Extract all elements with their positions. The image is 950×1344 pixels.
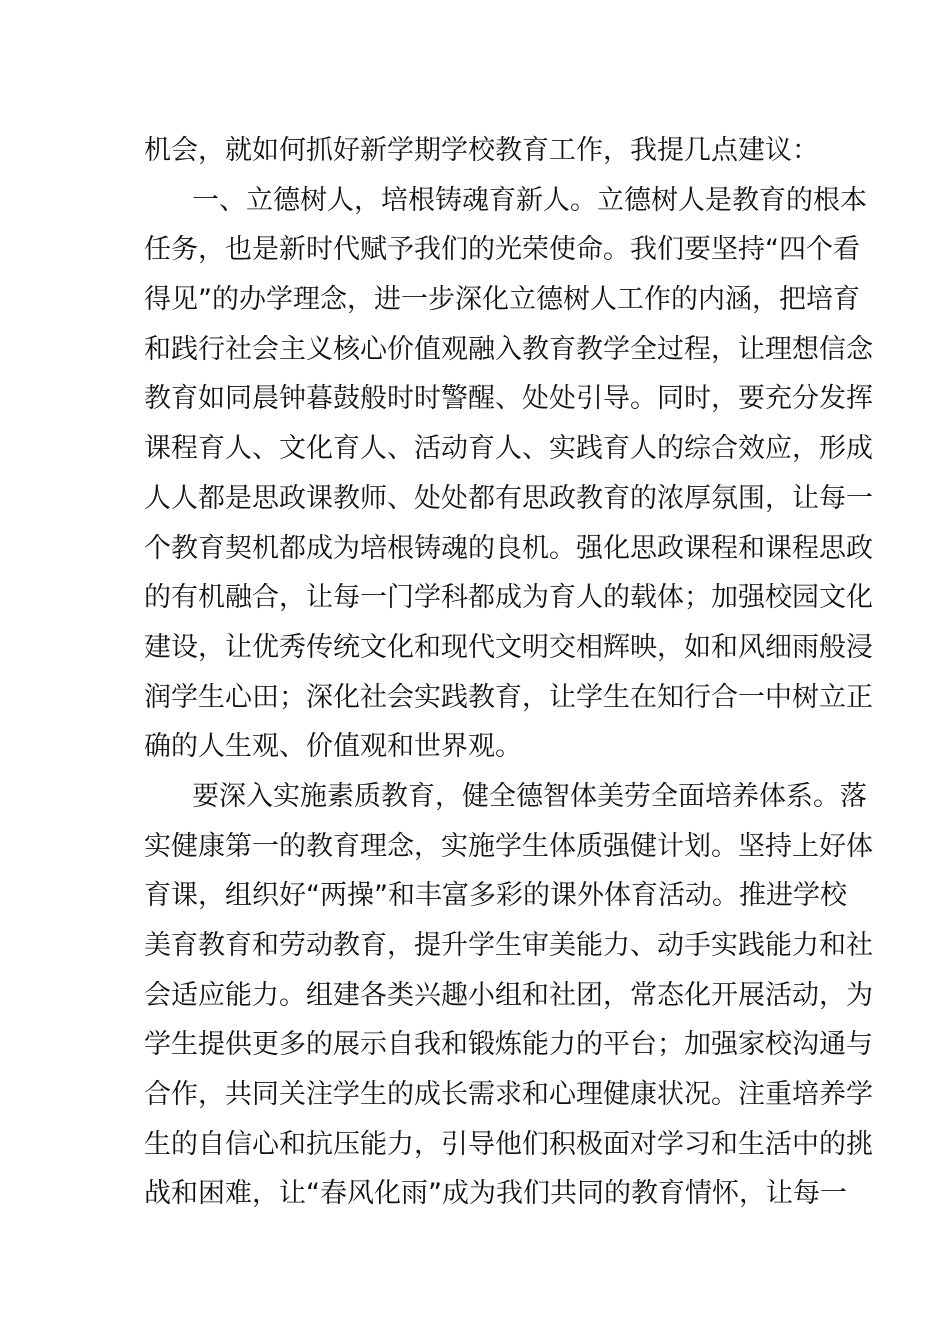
text-line: 课程育人、文化育人、活动育人、实践育人的综合效应，形成 <box>144 433 873 465</box>
text-line: 任务，也是新时代赋予我们的光荣使命。我们要坚持“四个看 <box>144 234 860 266</box>
text-line: 个教育契机都成为培根铸魂的良机。强化思政课程和课程思政 <box>144 532 873 564</box>
text-line: 战和困难，让“春风化雨”成为我们共同的教育情怀，让每一 <box>144 1178 847 1210</box>
text-line: 和践行社会主义核心价值观融入教育教学全过程，让理想信念 <box>144 333 873 365</box>
text-line: 得见”的办学理念，进一步深化立德树人工作的内涵，把培育 <box>144 284 860 316</box>
paragraph-start-line: 要深入实施素质教育，健全德智体美劳全面培养体系。落 <box>192 780 867 812</box>
text-line: 美育教育和劳动教育，提升学生审美能力、动手实践能力和社 <box>144 930 873 961</box>
text-line: 会适应能力。组建各类兴趣小组和社团，常态化开展活动，为 <box>144 979 873 1011</box>
text-line: 育课，组织好“两操”和丰富多彩的课外体育活动。推进学校 <box>144 880 847 912</box>
text-line: 机会，就如何抓好新学期学校教育工作，我提几点建议： <box>144 135 819 166</box>
paragraph-start-line: 一、立德树人，培根铸魂育新人。立德树人是教育的根本 <box>192 184 867 216</box>
text-line: 合作，共同关注学生的成长需求和心理健康状况。注重培养学 <box>144 1079 873 1111</box>
text-line: 学生提供更多的展示自我和锻炼能力的平台；加强家校沟通与 <box>144 1029 873 1061</box>
text-line: 人人都是思政课教师、处处都有思政教育的浓厚氛围，让每一 <box>144 482 873 514</box>
text-line: 的有机融合，让每一门学科都成为育人的载体；加强校园文化 <box>144 582 873 614</box>
text-line: 教育如同晨钟暮鼓般时时警醒、处处引导。同时，要充分发挥 <box>144 383 873 415</box>
text-line: 润学生心田；深化社会实践教育，让学生在知行合一中树立正 <box>144 681 873 713</box>
text-line: 建设，让优秀传统文化和现代文明交相辉映，如和风细雨般浸 <box>144 631 873 663</box>
text-line: 确的人生观、价值观和世界观。 <box>144 731 522 763</box>
text-line: 生的自信心和抗压能力，引导他们积极面对学习和生活中的挑 <box>144 1128 873 1160</box>
body-text <box>144 126 873 1219</box>
text-line: 实健康第一的教育理念，实施学生体质强健计划。坚持上好体 <box>144 830 873 862</box>
